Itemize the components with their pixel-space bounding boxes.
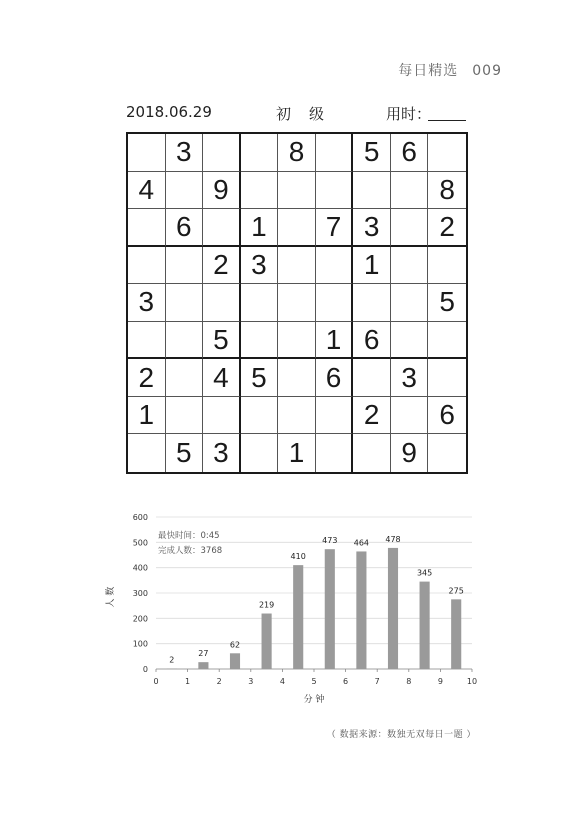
chart-bar bbox=[293, 565, 303, 669]
bar-value-label: 275 bbox=[448, 586, 464, 596]
sudoku-cell bbox=[316, 284, 354, 322]
page-number: 009 bbox=[472, 63, 502, 79]
sudoku-cell bbox=[391, 284, 429, 322]
x-tick-label: 0 bbox=[153, 677, 159, 686]
sudoku-cell bbox=[128, 209, 166, 247]
sudoku-cell bbox=[203, 397, 241, 435]
sudoku-cell: 5 bbox=[353, 134, 391, 172]
sudoku-cell bbox=[428, 434, 466, 472]
sudoku-cell: 6 bbox=[353, 322, 391, 360]
bar-value-label: 464 bbox=[353, 538, 370, 548]
bar-value-label: 478 bbox=[385, 534, 401, 544]
chart-bar bbox=[325, 549, 335, 669]
sudoku-cell bbox=[278, 247, 316, 285]
chart bbox=[100, 505, 500, 715]
sudoku-cell: 6 bbox=[166, 209, 204, 247]
sudoku-cell bbox=[353, 284, 391, 322]
sudoku-cell bbox=[391, 172, 429, 210]
sudoku-cell: 2 bbox=[128, 359, 166, 397]
sudoku-cell bbox=[316, 247, 354, 285]
sudoku-cell bbox=[241, 172, 279, 210]
x-tick-label: 5 bbox=[311, 677, 317, 686]
sudoku-cell: 2 bbox=[428, 209, 466, 247]
sudoku-cell bbox=[316, 172, 354, 210]
chart-bar bbox=[167, 668, 177, 669]
sudoku-cell: 7 bbox=[316, 209, 354, 247]
sudoku-cell bbox=[278, 359, 316, 397]
y-tick-label: 600 bbox=[132, 513, 148, 522]
time-label: 用时： bbox=[386, 105, 432, 123]
chart-bar bbox=[451, 599, 461, 669]
sudoku-cell: 2 bbox=[353, 397, 391, 435]
sudoku-cell bbox=[278, 322, 316, 360]
sudoku-cell bbox=[428, 322, 466, 360]
x-axis-title: 分 钟 bbox=[303, 695, 325, 705]
sudoku-cell bbox=[391, 322, 429, 360]
bar-value-label: 345 bbox=[416, 568, 433, 578]
sudoku-cell bbox=[353, 434, 391, 472]
sudoku-cell bbox=[128, 247, 166, 285]
sudoku-cell bbox=[241, 284, 279, 322]
y-axis-title: 人 数 bbox=[106, 586, 116, 608]
y-tick-label: 0 bbox=[142, 665, 148, 674]
sudoku-cell: 5 bbox=[166, 434, 204, 472]
sudoku-cell: 5 bbox=[241, 359, 279, 397]
sudoku-cell: 1 bbox=[353, 247, 391, 285]
sudoku-cell bbox=[166, 397, 204, 435]
x-tick-label: 7 bbox=[374, 677, 380, 686]
bar-chart bbox=[100, 505, 500, 715]
sudoku-cell: 3 bbox=[166, 134, 204, 172]
chart-bar bbox=[388, 548, 398, 669]
x-tick-label: 1 bbox=[185, 677, 191, 686]
sudoku-cell: 6 bbox=[428, 397, 466, 435]
sudoku-cell bbox=[278, 284, 316, 322]
sudoku-cell bbox=[316, 397, 354, 435]
sudoku-cell bbox=[391, 397, 429, 435]
sudoku-cell bbox=[166, 284, 204, 322]
bar-value-label: 410 bbox=[290, 552, 306, 562]
sudoku-cell bbox=[316, 134, 354, 172]
sudoku-cell: 2 bbox=[203, 247, 241, 285]
sudoku-cell: 8 bbox=[278, 134, 316, 172]
sudoku-cell bbox=[428, 359, 466, 397]
puzzle-meta bbox=[126, 103, 468, 125]
sudoku-cell bbox=[278, 397, 316, 435]
sudoku-cell: 9 bbox=[203, 172, 241, 210]
sudoku-cell bbox=[203, 209, 241, 247]
sudoku-cell bbox=[316, 434, 354, 472]
sudoku-cell: 3 bbox=[353, 209, 391, 247]
sudoku-cell bbox=[353, 172, 391, 210]
sudoku-cell: 1 bbox=[316, 322, 354, 360]
sudoku-cell: 5 bbox=[203, 322, 241, 360]
sudoku-cell: 3 bbox=[128, 284, 166, 322]
sudoku-cell: 8 bbox=[428, 172, 466, 210]
sudoku-cell bbox=[241, 134, 279, 172]
sudoku-cell bbox=[391, 247, 429, 285]
header-title: 每日精选 bbox=[398, 63, 459, 79]
sudoku-grid bbox=[126, 132, 468, 474]
sudoku-cell bbox=[128, 134, 166, 172]
sudoku-cell: 3 bbox=[203, 434, 241, 472]
sudoku-cell bbox=[391, 209, 429, 247]
y-tick-label: 500 bbox=[132, 538, 148, 548]
sudoku-cell bbox=[166, 172, 204, 210]
sudoku-cell: 3 bbox=[391, 359, 429, 397]
bar-value-label: 2 bbox=[169, 655, 175, 665]
x-tick-label: 2 bbox=[216, 677, 222, 686]
puzzle-level: 初级 bbox=[276, 105, 343, 123]
chart-bar bbox=[420, 582, 430, 669]
sudoku-cell bbox=[241, 397, 279, 435]
sudoku-cell bbox=[166, 247, 204, 285]
chart-annotation: 完成人数：3768 bbox=[158, 546, 223, 556]
y-tick-label: 300 bbox=[132, 589, 148, 598]
sudoku-cell bbox=[428, 134, 466, 172]
y-tick-label: 200 bbox=[132, 614, 148, 624]
chart-bar bbox=[356, 551, 366, 669]
sudoku-cell bbox=[353, 359, 391, 397]
y-tick-label: 400 bbox=[132, 563, 148, 573]
sudoku-cell bbox=[428, 247, 466, 285]
sudoku-cell bbox=[278, 172, 316, 210]
sudoku-cell bbox=[278, 209, 316, 247]
sudoku-cell bbox=[166, 322, 204, 360]
sudoku-cell bbox=[241, 434, 279, 472]
sudoku-cell: 1 bbox=[128, 397, 166, 435]
x-tick-label: 3 bbox=[248, 677, 254, 686]
sudoku-cell: 6 bbox=[391, 134, 429, 172]
bar-value-label: 473 bbox=[322, 536, 338, 546]
puzzle-date: 2018.06.29 bbox=[126, 103, 212, 121]
bar-value-label: 62 bbox=[229, 640, 241, 650]
sudoku-cell: 6 bbox=[316, 359, 354, 397]
chart-bar bbox=[262, 614, 272, 669]
sudoku-cell bbox=[166, 359, 204, 397]
sudoku-cell bbox=[128, 434, 166, 472]
chart-annotation: 最快时间：0:45 bbox=[158, 531, 220, 541]
sudoku-cell: 4 bbox=[128, 172, 166, 210]
bar-value-label: 219 bbox=[258, 600, 275, 610]
x-tick-label: 8 bbox=[406, 677, 412, 686]
sudoku-cell bbox=[241, 322, 279, 360]
data-source: （ 数据来源：数独无双每日一题 ） bbox=[326, 730, 476, 740]
x-tick-label: 6 bbox=[343, 677, 349, 686]
sudoku-cell: 4 bbox=[203, 359, 241, 397]
x-tick-label: 10 bbox=[466, 677, 478, 686]
sudoku-cell: 3 bbox=[241, 247, 279, 285]
x-tick-label: 4 bbox=[279, 677, 285, 686]
chart-bar bbox=[198, 662, 208, 669]
time-blank-line bbox=[428, 120, 466, 121]
sudoku-cell bbox=[128, 322, 166, 360]
sudoku-cell: 1 bbox=[241, 209, 279, 247]
sudoku-cell bbox=[203, 284, 241, 322]
y-tick-label: 100 bbox=[132, 639, 148, 649]
sudoku-cell: 5 bbox=[428, 284, 466, 322]
page-header bbox=[398, 60, 502, 80]
sudoku-cell bbox=[203, 134, 241, 172]
bar-value-label: 27 bbox=[198, 649, 209, 659]
sudoku-cell: 1 bbox=[278, 434, 316, 472]
x-tick-label: 9 bbox=[437, 677, 443, 686]
sudoku-cell: 9 bbox=[391, 434, 429, 472]
chart-bar bbox=[230, 653, 240, 669]
